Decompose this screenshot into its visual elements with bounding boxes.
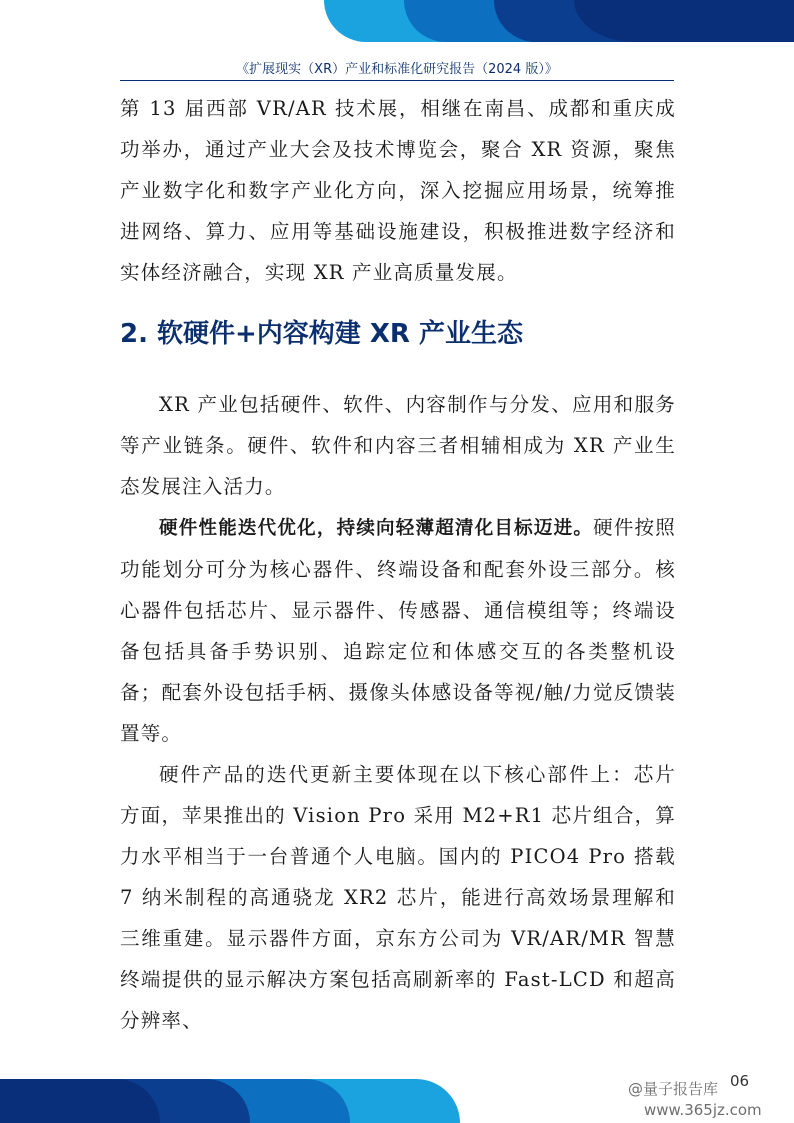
- page-header-title: 《扩展现实（XR）产业和标准化研究报告（2024 版）》: [236, 62, 558, 77]
- intro-paragraph: 第 13 届西部 VR/AR 技术展，相继在南昌、成都和重庆成功举办，通过产业大会及技术博览会，聚合 XR 资源，聚焦产业数字化和数字产业化方向，深入挖掘应用场景，统筹推进网络、算力、应用等基础设施建设，积极推进数字经济和实体经济融合，实现 XR 产业高质量发展。: [120, 97, 676, 284]
- top-decorative-band: [314, 0, 794, 42]
- page-number: 06: [730, 1072, 750, 1090]
- paragraph-core-components: 硬件产品的迭代更新主要体现在以下核心部件上：芯片方面，苹果推出的 Vision Pro 采用 M2+R1 芯片组合，算力水平相当于一台普通个人电脑。国内的 PICO4 Pro 搭载 7 纳米制程的高通骁龙 XR2 芯片，能进行高效场景理解和三维重建。显示器件方面，京东方公司为 VR/AR/MR 智慧终端提供的显示解决方案包括高刷新率的 Fast-LCD 和超高分辨率、: [120, 763, 676, 1032]
- watermark: [628, 1078, 788, 1119]
- section-heading: 2. 软硬件+内容构建 XR 产业生态: [120, 319, 523, 349]
- paragraph-hardware: [120, 507, 676, 754]
- paragraph-industry-chain: XR 产业包括硬件、软件、内容制作与分发、应用和服务等产业链条。硬件、软件和内容三者相辅相成为 XR 产业生态发展注入活力。: [120, 393, 676, 498]
- document-body: [120, 88, 676, 1041]
- paragraph-lead-bold: 硬件性能迭代优化，持续向轻薄超清化目标迈进。: [159, 518, 594, 539]
- watermark-url: www.365jz.com: [644, 1101, 762, 1119]
- paragraph-hardware-body: 硬件按照功能划分可分为核心器件、终端设备和配套外设三部分。核心器件包括芯片、显示器件、传感器、通信模组等；终端设备包括具备手势识别、追踪定位和体感交互的各类整机设备；配套外设包括手柄、摄像头体感设备等视/触/力觉反馈装置等。: [120, 516, 676, 745]
- watermark-text: @量子报告库: [628, 1080, 719, 1098]
- header-divider: [120, 80, 674, 81]
- bottom-decorative-band: [0, 1079, 470, 1123]
